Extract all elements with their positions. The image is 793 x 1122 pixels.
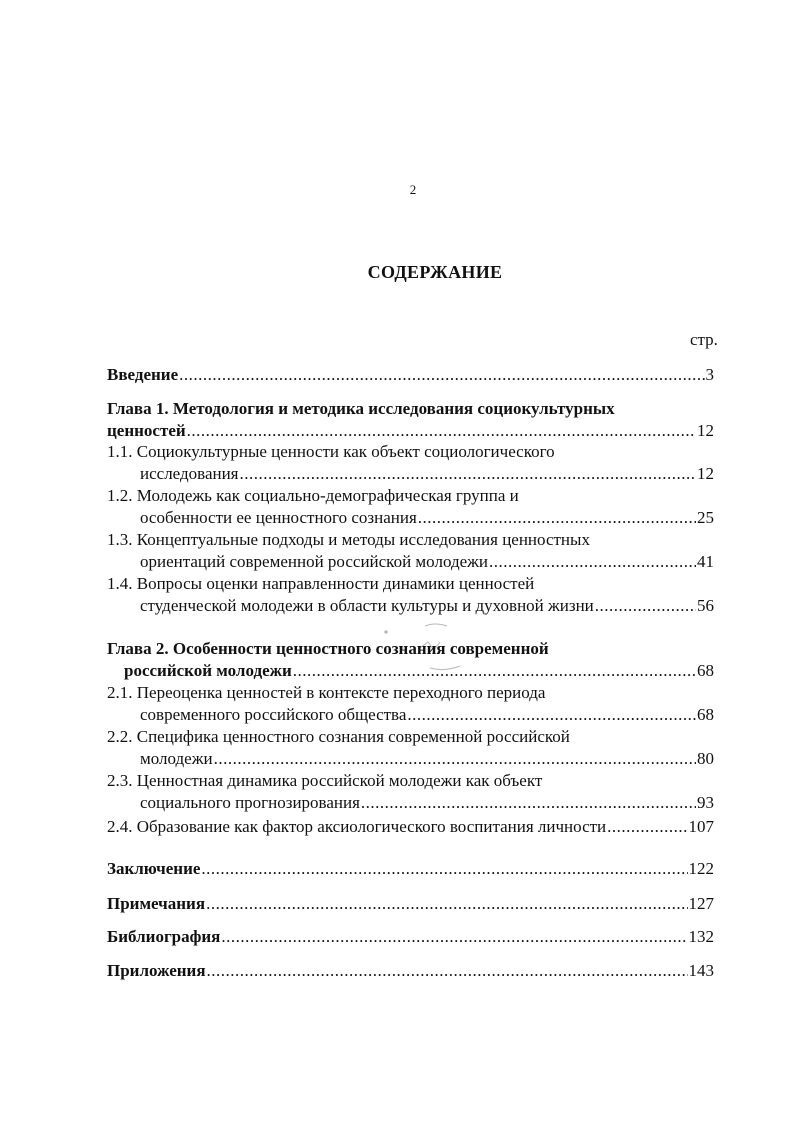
toc-entry-section-2-2 xyxy=(140,748,714,770)
toc-chapter-1-title: Глава 1. Методология и методика исследования социокультурных xyxy=(107,399,615,418)
page-column-label: стр. xyxy=(690,330,718,349)
toc-entry-section-1-2 xyxy=(140,507,714,529)
toc-entry-text: Заключение xyxy=(107,859,201,878)
toc-entry-page: 41 xyxy=(697,552,714,571)
toc-entry-page: 143 xyxy=(688,961,714,980)
toc-entry-text: ориентаций современной российской молодежи xyxy=(140,552,488,571)
toc-entry-conclusion xyxy=(107,858,714,880)
toc-leader xyxy=(407,704,696,726)
toc-leader xyxy=(240,463,696,485)
toc-entry-page: 127 xyxy=(688,894,714,913)
toc-entry-section-2-1 xyxy=(140,704,714,726)
toc-entry-section-1-1 xyxy=(140,463,714,485)
toc-entry-text: Примечания xyxy=(107,894,206,913)
toc-entry-page: 12 xyxy=(697,421,714,440)
toc-entry-page: 12 xyxy=(697,464,714,483)
toc-entry-text: социального прогнозирования xyxy=(140,793,360,812)
toc-entry-text: Библиография xyxy=(107,927,221,946)
toc-section-2-2-title: 2.2. Специфика ценностного сознания современной российской xyxy=(107,727,570,746)
toc-entry-page: 80 xyxy=(697,749,714,768)
toc-leader xyxy=(201,858,687,880)
toc-entry-page: 107 xyxy=(688,817,714,836)
toc-entry-appendices xyxy=(107,960,714,982)
toc-entry-introduction xyxy=(107,364,714,386)
toc-leader xyxy=(489,551,696,573)
toc-leader xyxy=(418,507,696,529)
toc-section-1-2-title: 1.2. Молодежь как социально-демографическая группа и xyxy=(107,486,519,505)
toc-entry-page: 132 xyxy=(688,927,714,946)
toc-entry-notes xyxy=(107,893,714,915)
toc-leader xyxy=(595,595,696,617)
toc-leader xyxy=(361,792,696,814)
toc-entry-text: молодежи xyxy=(140,749,213,768)
toc-section-1-3-title: 1.3. Концептуальные подходы и методы исследования ценностных xyxy=(107,530,590,549)
toc-section-2-1-title: 2.1. Переоценка ценностей в контексте переходного периода xyxy=(107,683,546,702)
toc-leader xyxy=(207,960,688,982)
toc-entry-section-2-4 xyxy=(107,816,714,838)
toc-title: СОДЕРЖАНИЕ xyxy=(367,262,503,282)
toc-section-1-1-title: 1.1. Социокультурные ценности как объект социологического xyxy=(107,442,555,461)
toc-entry-page: 93 xyxy=(697,793,714,812)
toc-entry-text: исследования xyxy=(140,464,239,483)
toc-section-2-3-title: 2.3. Ценностная динамика российской молодежи как объект xyxy=(107,771,543,790)
toc-leader xyxy=(293,660,696,682)
toc-leader xyxy=(187,420,696,442)
toc-leader xyxy=(179,364,704,386)
toc-entry-page: 3 xyxy=(705,365,714,384)
toc-entry-page: 56 xyxy=(697,596,714,615)
toc-entry-page: 122 xyxy=(688,859,714,878)
toc-entry-chapter-2 xyxy=(124,660,714,682)
toc-entry-text: 2.4. Образование как фактор аксиологического воспитания личности xyxy=(107,817,607,836)
toc-entry-text: Введение xyxy=(107,365,179,384)
toc-entry-text: особенности ее ценностного сознания xyxy=(140,508,417,527)
toc-entry-page: 25 xyxy=(697,508,714,527)
toc-entry-bibliography xyxy=(107,926,714,948)
toc-leader xyxy=(221,926,687,948)
toc-entry-text: студенческой молодежи в области культуры и духовной жизни xyxy=(140,596,594,615)
toc-entry-section-2-3 xyxy=(140,792,714,814)
toc-section-1-4-title: 1.4. Вопросы оценки направленности динамики ценностей xyxy=(107,574,535,593)
toc-entry-chapter-1 xyxy=(107,420,714,442)
toc-chapter-2-title: Глава 2. Особенности ценностного сознания современной xyxy=(107,639,549,658)
toc-entry-text: Приложения xyxy=(107,961,206,980)
toc-entry-section-1-3 xyxy=(140,551,714,573)
toc-entry-text: российской молодежи xyxy=(124,661,292,680)
toc-entry-page: 68 xyxy=(697,705,714,724)
toc-entry-page: 68 xyxy=(697,661,714,680)
toc-leader xyxy=(607,816,687,838)
toc-leader xyxy=(206,893,687,915)
toc-entry-text: ценностей xyxy=(107,421,186,440)
page-number: 2 xyxy=(409,182,417,197)
toc-leader xyxy=(214,748,696,770)
toc-entry-section-1-4 xyxy=(140,595,714,617)
toc-entry-text: современного российского общества xyxy=(140,705,407,724)
